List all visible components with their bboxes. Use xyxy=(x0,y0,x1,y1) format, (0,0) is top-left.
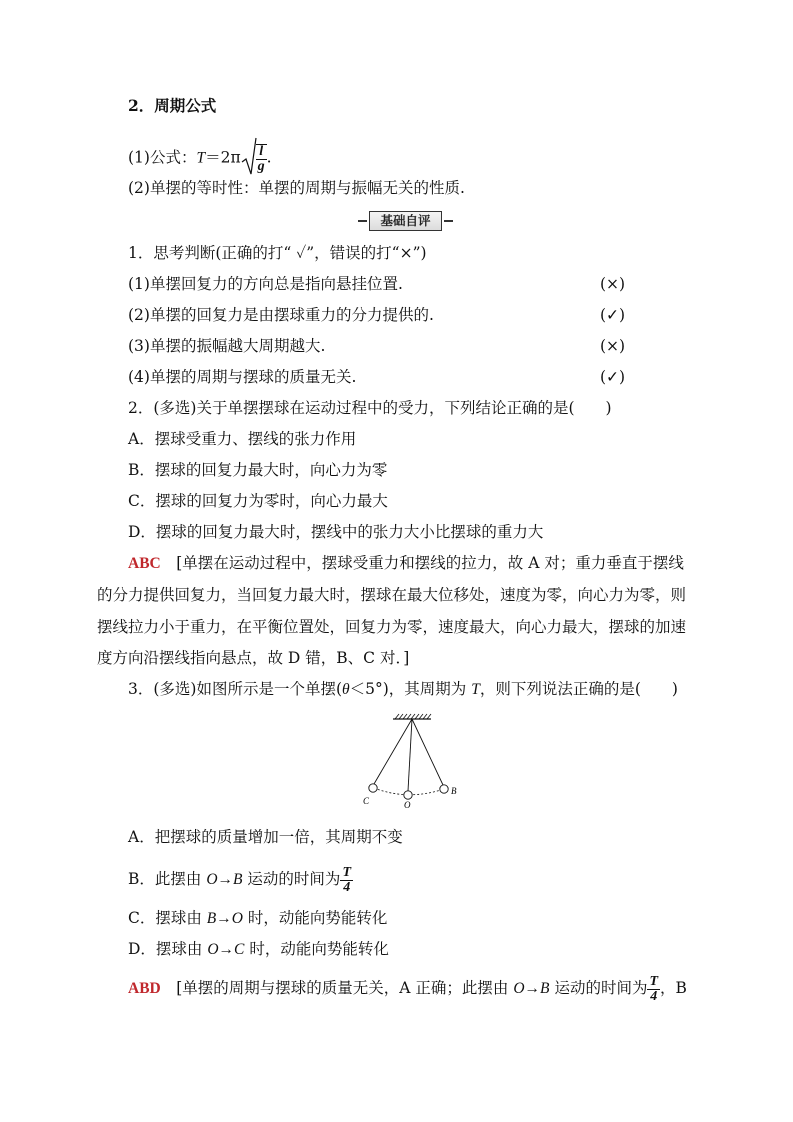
isochronism-line: (2)单摆的等时性：单摆的周期与振幅无关的性质. xyxy=(128,179,465,197)
q3-period: T xyxy=(471,681,480,698)
q2-expl-4: 度方向沿摆线指向悬点，故 D 错，B、C 对．] xyxy=(97,649,410,667)
q3-expl-end: ，B xyxy=(660,979,687,997)
q3-b-frac-den: 4 xyxy=(343,879,351,895)
q3-c-pre: C．摆球由 xyxy=(128,909,207,927)
judgment-3-mark: (×) xyxy=(600,337,626,355)
q2-option-c: C．摆球的回复力为零时，向心力最大 xyxy=(128,492,388,510)
q3-c-path: B→O xyxy=(206,910,243,927)
question-3 xyxy=(128,679,678,700)
q3-b-frac-num: T xyxy=(342,864,351,880)
q3-answer-line xyxy=(128,968,687,1009)
label-o: O xyxy=(404,800,411,810)
formula-den: g xyxy=(257,158,265,174)
q2-expl-1: [单摆在运动过程中，摆球受重力和摆线的拉力，故 A 对；重力垂直于摆线 xyxy=(176,554,684,572)
q3-theta: θ xyxy=(342,681,350,698)
q2-answer: ABC xyxy=(128,555,161,572)
judgment-2-mark: (✓) xyxy=(600,306,626,324)
judgment-3-text: (3)单摆的振幅越大周期越大. xyxy=(128,337,326,355)
q3-option-b xyxy=(128,859,353,900)
q3-d-post: 时，动能向势能转化 xyxy=(244,940,389,958)
label-c: C xyxy=(363,796,370,806)
sqrt-radicand xyxy=(256,144,267,174)
q3-text-b: ＜5°)，其周期为 xyxy=(349,680,472,698)
q3-b-pre: B．此摆由 xyxy=(128,870,207,888)
label-b: B xyxy=(451,786,457,796)
formula-prefix: (1)公式： xyxy=(128,148,197,167)
q3-answer: ABD xyxy=(128,980,161,997)
judgment-1-text: (1)单摆回复力的方向总是指向悬挂位置. xyxy=(128,275,403,293)
q3-d-path: O→C xyxy=(207,941,245,958)
q3-expl-frac-den: 4 xyxy=(650,988,658,1004)
judgment-2-text: (2)单摆的回复力是由摆球重力的分力提供的. xyxy=(128,306,434,324)
formula-eq: ＝2π xyxy=(205,148,241,167)
q3-expl-path: O→B xyxy=(513,980,550,997)
q3-b-path: O→B xyxy=(206,871,243,888)
q3-expl-pre: [单摆的周期与摆球的质量无关，A 正确；此摆由 xyxy=(176,979,514,997)
formula-T: T xyxy=(196,149,206,167)
q2-expl-3: 摆线拉力小于重力，在平衡位置处，回复力为零，速度最大，向心力最大，摆球的加速 xyxy=(97,618,687,636)
q2-option-b: B．摆球的回复力最大时，向心力为零 xyxy=(128,461,388,479)
q3-text-a: 3．(多选)如图所示是一个单摆( xyxy=(128,680,343,698)
q2-expl-2: 的分力提供回复力，当回复力最大时，摆球在最大位移处，速度为零，向心力为零，则 xyxy=(97,586,687,604)
judgment-1-mark: (×) xyxy=(600,275,626,293)
judgment-4-mark: (✓) xyxy=(600,368,626,386)
q3-expl-mid: 运动的时间为 xyxy=(549,979,648,997)
q3-option-d xyxy=(128,939,389,960)
q3-b-post: 运动的时间为 xyxy=(242,870,341,888)
formula-num: l xyxy=(256,145,267,160)
section-badge: 基础自评 xyxy=(369,211,442,231)
q3-option-c xyxy=(128,908,387,929)
judgment-4-text: (4)单摆的周期与摆球的质量无关. xyxy=(128,368,357,386)
q2-option-a: A．摆球受重力、摆线的张力作用 xyxy=(128,430,357,448)
section-heading: 2．周期公式 xyxy=(128,96,217,115)
q3-d-pre: D．摆球由 xyxy=(128,940,208,958)
sqrt-symbol xyxy=(241,136,257,181)
q2-option-d: D．摆球的回复力最大时，摆线中的张力大小比摆球的重力大 xyxy=(128,523,544,541)
q3-c-post: 时，动能向势能转化 xyxy=(242,909,388,927)
formula-end: . xyxy=(266,148,272,167)
q3-option-a: A．把摆球的质量增加一倍，其周期不变 xyxy=(128,828,403,846)
q3-expl-frac-num: T xyxy=(649,973,659,989)
question-1: 1．思考判断(正确的打“ ✓”，错误的打“×”) xyxy=(128,244,427,262)
pendulum-figure xyxy=(355,712,470,812)
question-2: 2．(多选)关于单摆摆球在运动过程中的受力，下列结论正确的是( ) xyxy=(128,399,612,417)
formula-line xyxy=(128,136,272,181)
q3-text-c: ，则下列说法正确的是( ) xyxy=(479,680,678,698)
q2-answer-line xyxy=(128,553,684,574)
